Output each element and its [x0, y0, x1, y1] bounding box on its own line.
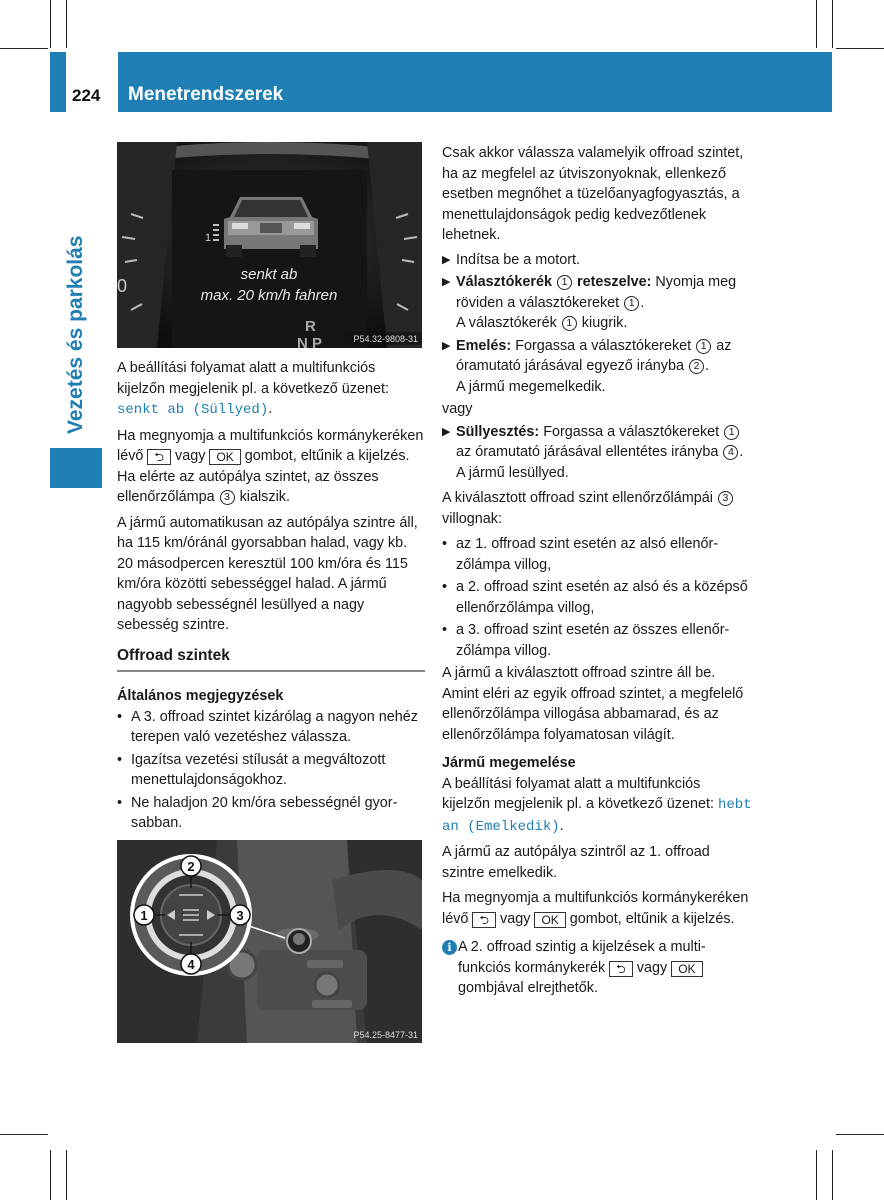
- list-item-text: Igazítsa vezetési stílusát a megváltozott menettulajdonságokhoz.: [131, 751, 386, 788]
- paragraph-intro: Csak akkor válassza valamelyik offroad szintet, ha az megfelel az útviszonyoknak, ellenkező esetben megnőhet a tüzelőanyagfogyasztás, a menettulajdonságok pedig kedvezőtlenek lehetnek.: [442, 145, 744, 243]
- message-code: hebt an (Emelkedik): [442, 797, 752, 835]
- text: gombot, eltűnik a kijelzés.: [569, 910, 735, 927]
- right-column: [442, 143, 752, 999]
- controller-illustration: [117, 840, 422, 1043]
- paragraph-raise: [442, 774, 752, 838]
- crop-mark: [832, 0, 833, 48]
- step-label: Emelés:: [456, 337, 512, 354]
- text: Ha megnyomja a multifunkciós kormánykeréken lévő: [117, 427, 424, 464]
- list-item: • Ne haladjon 20 km/óra sebességnél gyorsabban.: [117, 793, 425, 834]
- message-code: senkt ab (Süllyed): [117, 402, 269, 418]
- crop-mark: [50, 0, 51, 48]
- info-note: [442, 937, 752, 999]
- paragraph-1: [117, 358, 425, 421]
- instrument-cluster-illustration: [117, 142, 422, 348]
- back-key-icon: ⮌: [147, 449, 171, 465]
- text: A 2. offroad szintig a kijelzések a multifunkciós kormánykerék: [458, 939, 706, 976]
- paragraph-3: A jármű automatikusan az autópálya szintre áll, ha 115 km/óránál gyorsabban halad, vagy kb. 20 másodpercen keresztül 100 km/óra és 115 km/óra közötti sebességgel halad. A jármű nagyobb sebességnél lesüllyed a nagy sebesség szintre.: [117, 514, 418, 633]
- figure-code: P54.32-9808-31: [353, 334, 418, 344]
- text: gombjával elrejthetők.: [458, 980, 598, 996]
- text: Forgassa a választókereket: [543, 423, 720, 440]
- crop-mark: [832, 1150, 833, 1200]
- controller-figure: [117, 840, 422, 1043]
- crop-mark: [0, 48, 48, 49]
- text: az óramutató járásával egyező irányba: [456, 337, 732, 374]
- ok-key: OK: [209, 449, 240, 465]
- callout-1: 1: [140, 908, 148, 923]
- crop-mark: [0, 1134, 48, 1135]
- callout-3: 3: [236, 908, 244, 923]
- gear-r: R: [305, 318, 316, 335]
- text: vagy: [636, 959, 668, 976]
- step-item: [442, 422, 752, 484]
- step-label: Süllyesztés:: [456, 423, 540, 440]
- list-item-text: az 1. offroad szint esetén az alsó ellenőrzőlámpa villog,: [456, 536, 719, 573]
- step-label: reteszelve:: [577, 274, 652, 290]
- list-item-text: a 2. offroad szint esetén az alsó és a középső ellenőrzőlámpa villog,: [456, 579, 748, 616]
- crop-mark: [50, 1150, 51, 1200]
- level-number: 1: [205, 232, 212, 244]
- or-text: vagy: [442, 401, 473, 417]
- text: villognak:: [442, 510, 502, 527]
- side-tab-title: Vezetés és parkolás: [64, 235, 87, 434]
- step-arrow-icon: ▶: [442, 276, 451, 288]
- list-item: • a 2. offroad szint esetén az alsó és a középső ellenőrzőlámpa villog,: [442, 577, 752, 618]
- list-item: • A 3. offroad szintet kizárólag a nagyon nehéz terepen való vezetéshez válassza.: [117, 707, 425, 748]
- paragraph-level: A jármű a kiválasztott offroad szintre áll be. Amint eléri az egyik offroad szintet, a megfelelő ellenőrzőlámpa villogása abbamarad, és az ellenőrzőlámpa folyamatosan világít.: [442, 665, 744, 743]
- callout-3: 3: [220, 490, 235, 505]
- callout-1: 1: [696, 339, 711, 354]
- text: Forgassa a választókereket: [515, 337, 692, 354]
- callout-4: 4: [723, 445, 738, 460]
- text: kiugrik.: [581, 315, 628, 331]
- callout-1: 1: [624, 296, 639, 311]
- step-text: Emelés: Forgassa a választókereket 1 az óramutató járásával egyező irányba 2 . A jármű megemelkedik.: [456, 337, 732, 395]
- display-line-2: max. 20 km/h fahren: [200, 287, 338, 304]
- text: gombot, eltűnik a kijelzés. Ha elérte az autópálya szintet, az összes ellenőrzőlámpa: [117, 448, 410, 505]
- paragraph-lamps: [442, 488, 752, 529]
- left-column: [117, 358, 425, 834]
- text: Nyomja meg röviden a választókereket: [456, 274, 737, 311]
- list-item: • Igazítsa vezetési stílusát a megváltozott menettulajdonságokhoz.: [117, 750, 425, 791]
- callout-1: 1: [557, 275, 572, 290]
- text: vagy: [175, 448, 206, 464]
- crop-mark: [816, 0, 817, 48]
- ok-key: OK: [534, 912, 565, 928]
- text: .: [268, 401, 273, 417]
- crop-mark: [836, 1134, 884, 1135]
- paragraph-2: [117, 426, 425, 508]
- crop-mark: [836, 48, 884, 49]
- crop-mark: [816, 1150, 817, 1200]
- info-icon: i: [442, 940, 457, 955]
- list-item: • az 1. offroad szint esetén az alsó ellenőrzőlámpa villog,: [442, 534, 752, 575]
- figure-code: P54.25-8477-31: [353, 1030, 418, 1040]
- callout-2: 2: [187, 859, 195, 874]
- text: A választókerék: [456, 315, 557, 331]
- text: kialszik.: [239, 489, 290, 505]
- callout-1: 1: [562, 316, 577, 331]
- step-item: [442, 250, 752, 271]
- step-item: [442, 272, 752, 334]
- info-text: [458, 937, 752, 999]
- section-heading: Offroad szintek: [117, 646, 425, 673]
- text: A jármű megemelkedik.: [456, 378, 606, 395]
- step-label: Választókerék: [456, 274, 552, 290]
- text: Ha megnyomja a multifunkciós kormánykeréken lévő: [442, 890, 749, 927]
- step-item: [442, 336, 752, 398]
- callout-1: 1: [724, 425, 739, 440]
- step-arrow-icon: ▶: [442, 253, 451, 266]
- text: A beállítási folyamat alatt a multifunkciós kijelzőn megjelenik pl. a következő üzenet:: [117, 360, 389, 397]
- text: A jármű lesüllyed.: [456, 464, 569, 481]
- display-line-1: senkt ab: [240, 266, 298, 283]
- list-item-text: Ne haladjon 20 km/óra sebességnél gyorsabban.: [131, 794, 398, 831]
- step-text: Süllyesztés: Forgassa a választókereket 1 az óramutató járásával ellentétes irányba 4 . A jármű lesüllyed.: [456, 423, 744, 481]
- subsection-heading: Jármű megemelése: [442, 755, 576, 771]
- list-item-text: A 3. offroad szintet kizárólag a nagyon nehéz terepen való vezetéshez válassza.: [131, 708, 418, 745]
- step-text: Indítsa be a motort.: [456, 251, 580, 268]
- paragraph-press: [442, 888, 752, 929]
- text: A beállítási folyamat alatt a multifunkciós kijelzőn megjelenik pl. a következő üzenet:: [442, 775, 714, 812]
- step-arrow-icon: ▶: [442, 339, 451, 352]
- text: vagy: [500, 910, 531, 927]
- crop-mark: [66, 0, 67, 48]
- gear-np: N P: [297, 335, 323, 348]
- paragraph-raise-result: A jármű az autópálya szintről az 1. offroad szintre emelkedik.: [442, 844, 710, 881]
- page-number: 224: [72, 86, 101, 105]
- callout-2: 2: [689, 359, 704, 374]
- text: A kiválasztott offroad szint ellenőrzőlámpái: [442, 490, 713, 506]
- list-item: • a 3. offroad szint esetén az összes ellenőrzőlámpa villog.: [442, 620, 752, 661]
- ok-key: OK: [671, 961, 702, 977]
- list-item-text: a 3. offroad szint esetén az összes ellenőrzőlámpa villog.: [456, 622, 730, 659]
- step-arrow-icon: ▶: [442, 425, 451, 438]
- text: .: [559, 817, 564, 834]
- callout-4: 4: [187, 957, 195, 972]
- side-tab-block: [50, 448, 102, 488]
- svg-text:0: 0: [117, 276, 128, 296]
- back-key-icon: ⮌: [609, 961, 633, 977]
- subsection-heading: Általános megjegyzések: [117, 688, 284, 704]
- callout-3: 3: [718, 491, 733, 506]
- back-key-icon: ⮌: [472, 912, 496, 928]
- step-text: Választókerék 1 reteszelve: Nyomja meg röviden a választókereket 1 . A választókerék 1 kiugrik.: [456, 274, 737, 331]
- chapter-title: Menetrendszerek: [128, 84, 284, 105]
- text: az óramutató járásával ellentétes irányba: [456, 444, 719, 460]
- crop-mark: [66, 1150, 67, 1200]
- instrument-cluster-figure: [117, 142, 422, 348]
